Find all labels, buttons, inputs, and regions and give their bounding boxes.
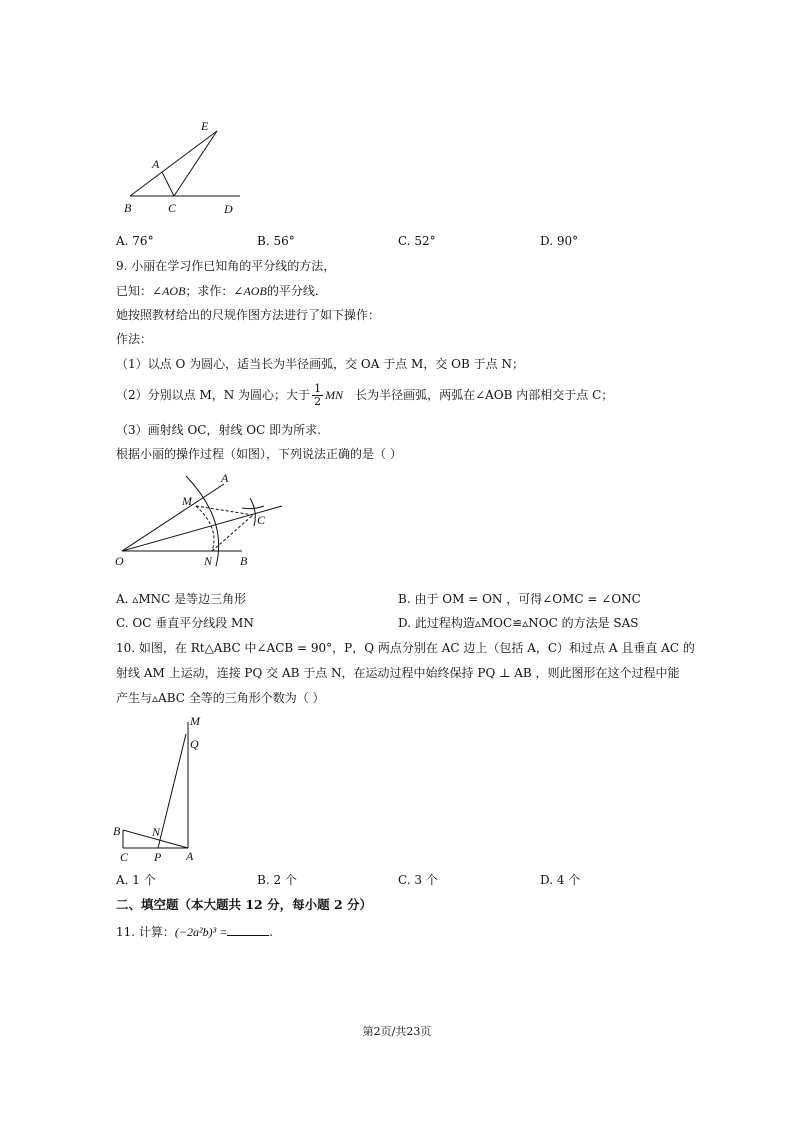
q9-question: 根据小丽的操作过程（如图），下列说法正确的是（ ） <box>116 447 402 461</box>
arc-mn <box>186 476 219 566</box>
label-e: E <box>201 119 209 133</box>
q11 <box>116 922 273 942</box>
arc-from-n <box>242 506 264 509</box>
label-c: C <box>168 201 177 215</box>
q9-figure <box>112 468 302 572</box>
fraction-denominator: 2 <box>314 395 322 408</box>
fraction-numerator: 1 <box>314 382 322 395</box>
label-m: M <box>182 494 192 508</box>
q9-stem: 9. 小丽在学习作已知角的平分线的方法， <box>116 259 336 273</box>
label-p: P <box>154 850 162 864</box>
q9-option-a[interactable]: A. ▵MNC 是等边三角形 <box>116 592 247 606</box>
q10-figure <box>110 712 210 864</box>
q9-given-angle2: ∠AOB <box>233 284 267 298</box>
q9-step2-prefix: （2）分别以点 M，N 为圆心；大于 <box>116 388 311 402</box>
label-d: D <box>224 202 233 216</box>
q11-answer-blank[interactable] <box>227 923 269 936</box>
q9-given <box>116 283 319 299</box>
q9-option-d[interactable]: D. 此过程构造▵MOC≌▵NOC 的方法是 SAS <box>398 616 639 630</box>
q8-option-a[interactable]: A. 76° <box>116 234 154 248</box>
q8-option-d[interactable]: D. 90° <box>540 234 579 248</box>
q10-option-b[interactable]: B. 2 个 <box>257 873 297 887</box>
label-n: N <box>204 554 213 568</box>
q9-step1: （1）以点 O 为圆心，适当长为半径画弧，交 OA 于点 M，交 OB 于点 N； <box>116 357 524 371</box>
segment-pq <box>158 734 186 848</box>
q11-suffix: . <box>269 925 274 939</box>
label-o: O <box>115 554 124 568</box>
section-title: 二、填空题（本大题共 12 分，每小题 2 分） <box>116 897 373 912</box>
q11-expression: (−2a²b)³ = <box>174 925 228 939</box>
label-a: A <box>221 471 229 485</box>
q9-given-suffix: 的平分线. <box>266 284 319 298</box>
line-be <box>130 131 217 196</box>
q8-figure <box>112 112 252 222</box>
label-b: B <box>124 201 132 215</box>
label-n: N <box>152 825 161 839</box>
q9-line3: 她按照教材给出的尺规作图方法进行了如下操作： <box>116 308 381 322</box>
q10-option-a[interactable]: A. 1 个 <box>116 873 156 887</box>
q9-given-angle: ∠AOB <box>152 284 186 298</box>
q9-step2-mn: MN <box>325 388 344 402</box>
label-c: C <box>120 850 129 864</box>
line-ce <box>174 131 217 196</box>
label-a: A <box>186 849 194 863</box>
q9-option-c[interactable]: C. OC 垂直平分线段 MN <box>116 616 254 630</box>
q9-step2-fraction <box>312 383 323 408</box>
label-c: C <box>257 513 266 527</box>
q10-line3: 产生与▵ABC 全等的三角形个数为（ ） <box>116 691 325 705</box>
q9-line4: 作法： <box>116 332 153 346</box>
q10-line1: 10. 如图，在 Rt△ABC 中∠ACB = 90°，P，Q 两点分别在 AC 边上（包括 A，C）和过点 A 且垂直 AC 的 <box>116 641 695 655</box>
line-ac <box>162 172 174 196</box>
q9-given-mid: ；求作： <box>185 284 234 298</box>
label-q: Q <box>190 737 199 751</box>
ray-oa <box>122 484 224 551</box>
label-b: B <box>113 824 121 838</box>
q9-step2-suffix: 长为半径画弧，两弧在∠AOB 内部相交于点 C； <box>355 388 614 402</box>
page-number: 第2页/共23页 <box>362 1025 432 1038</box>
q8-option-c[interactable]: C. 52° <box>398 234 436 248</box>
label-b: B <box>240 554 248 568</box>
q10-option-c[interactable]: C. 3 个 <box>398 873 438 887</box>
q10-option-d[interactable]: D. 4 个 <box>540 873 581 887</box>
arc-from-m <box>250 498 255 526</box>
q11-prefix: 11. 计算： <box>116 925 175 939</box>
q9-step2 <box>116 380 613 410</box>
label-a: A <box>152 157 160 171</box>
q9-option-b[interactable]: B. 由于 OM = ON ，可得∠OMC = ∠ONC <box>398 592 641 606</box>
q9-step3: （3）画射线 OC，射线 OC 即为所求. <box>116 423 321 437</box>
q10-line2: 射线 AM 上运动，连接 PQ 交 AB 于点 N，在运动过程中始终保持 PQ ⊥ AB ，则此图形在这个过程中能 <box>116 666 680 680</box>
q8-option-b[interactable]: B. 56° <box>257 234 295 248</box>
q9-given-prefix: 已知： <box>116 284 153 298</box>
dashed-mc <box>196 506 253 515</box>
label-m: M <box>190 714 200 728</box>
